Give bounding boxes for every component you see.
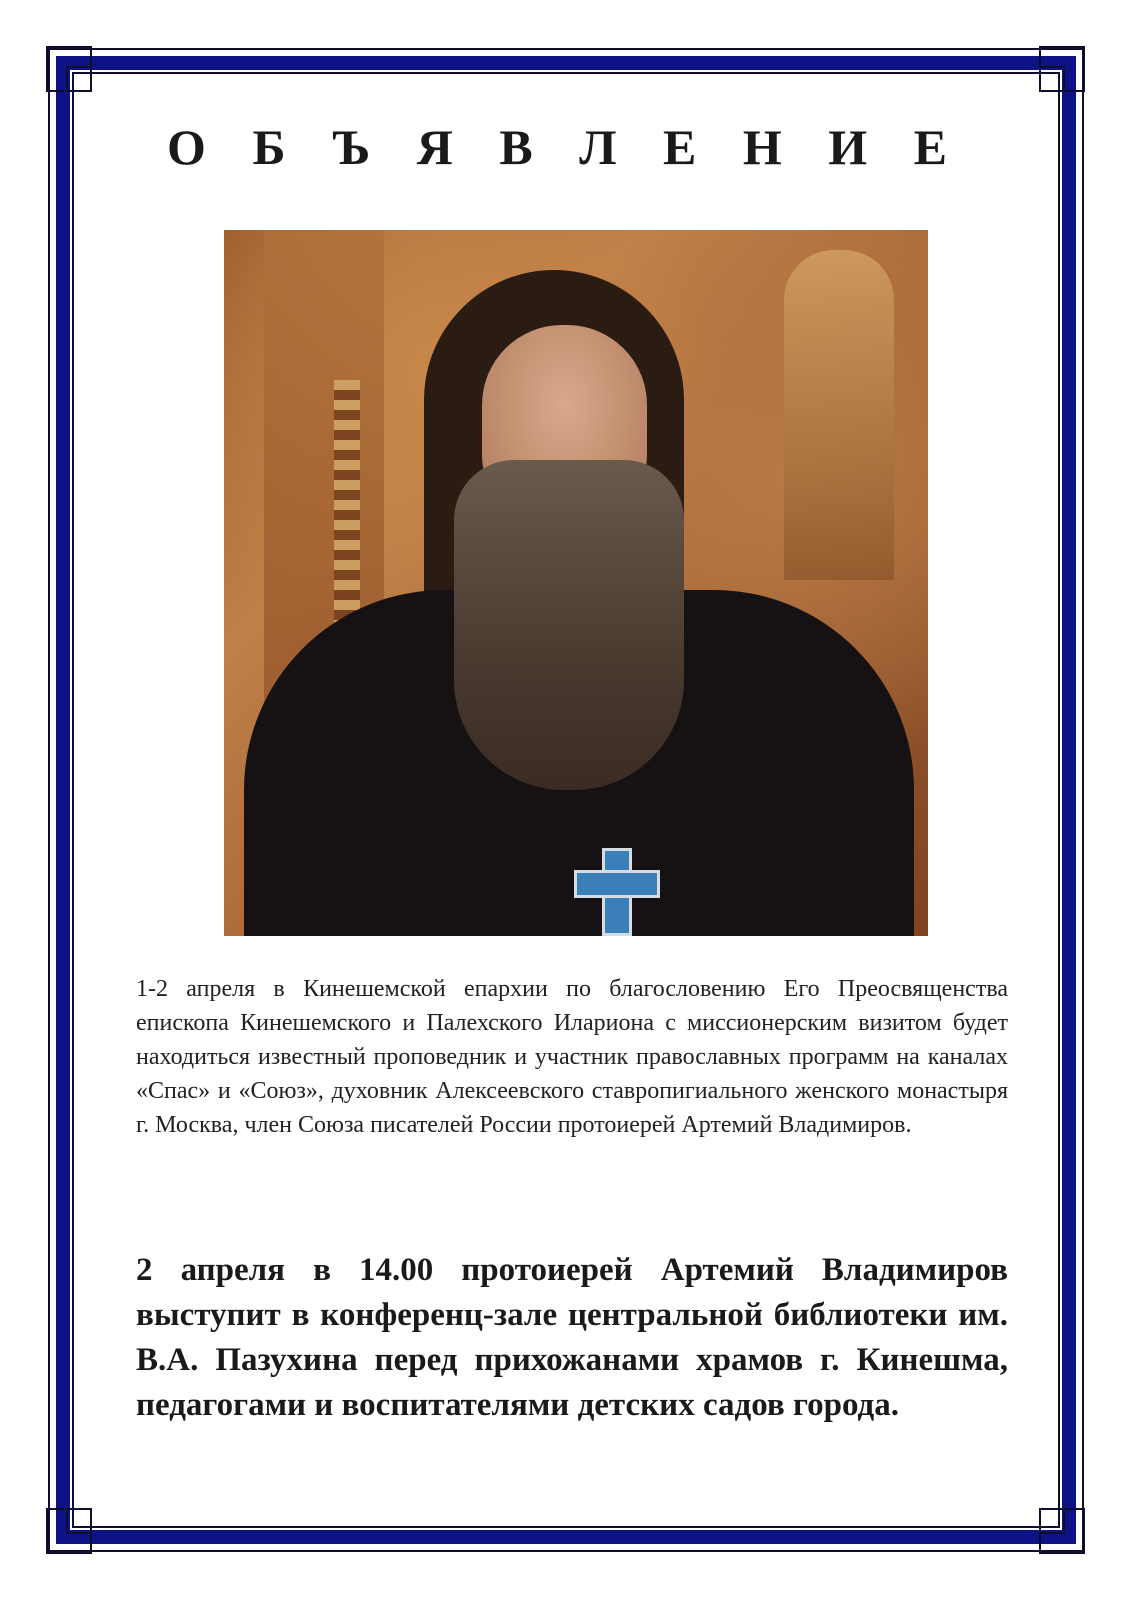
corner-ornament-top-right	[1039, 46, 1085, 92]
beard	[454, 460, 684, 790]
portrait-photo	[224, 230, 928, 936]
announcement-body: 1-2 апреля в Кинешемской епархии по благословению Его Преосвященства епископа Кинешемского и Палехского Илариона с миссионерским визитом будет находиться известный проповедник и участник православных программ на каналах «Спас» и «Союз», духовник Алексеевского ставропигиального женского монастыря г. Москва, член Союза писателей России протоиерей Артемий Владимиров.	[136, 976, 1008, 1138]
icon-painting-arch	[784, 250, 894, 580]
pectoral-cross-bar	[574, 870, 660, 898]
event-details: 2 апреля в 14.00 протоиерей Артемий Владимиров выступит в конференц-зале центральной библиотеки им. В.А. Пазухина перед прихожанами храмов г. Кинешма, педагогами и воспитателями детских садов города.	[136, 1252, 1008, 1423]
corner-ornament-bottom-left	[46, 1508, 92, 1554]
page-title: О Б Ъ Я В Л Е Н И Е	[167, 119, 964, 175]
corner-ornament-bottom-right	[1039, 1508, 1085, 1554]
corner-ornament-top-left	[46, 46, 92, 92]
